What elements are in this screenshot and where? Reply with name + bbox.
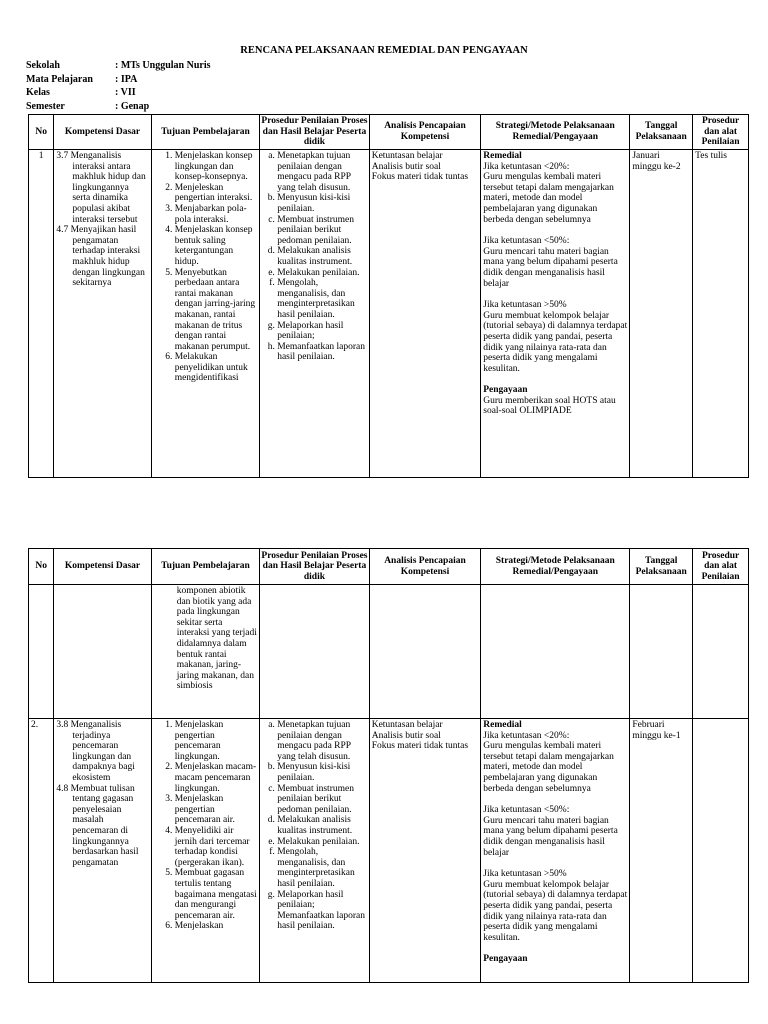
- tp-item: 4. Menjelaskan konsep bentuk saling ketergantungan hidup.: [175, 225, 258, 267]
- header-tujuan-pembelajaran: Tujuan Pembelajaran: [151, 115, 260, 150]
- pp-item: f. Mengolah, menganalisis, dan menginterpretasikan hasil penilaian.: [277, 847, 367, 889]
- pp-item: e. Melakukan penilaian.: [277, 837, 367, 848]
- ap-item: Analisis butir soal: [371, 730, 441, 741]
- tujuan-cell: [151, 150, 260, 478]
- document-title: RENCANA PELAKSANAAN REMEDIAL DAN PENGAYAAN: [240, 45, 528, 56]
- pp-item: c. Membuat instrumen penilaian berikut pedoman penilaian.: [277, 784, 367, 816]
- strategy-condition: Jika ketuntasan >50%: [483, 300, 567, 311]
- analisis-cell: [369, 719, 481, 983]
- strategy-text: Guru mencari tahu materi bagian mana yang belum dipahami peserta didik dengan menganalisis hasil belajar: [483, 246, 618, 289]
- kd-item: 4.8 Membuat tulisan tentang gagasan penyelesaian masalah pencemaran di lingkungannya berdasarkan hasil pengamatan: [56, 783, 139, 868]
- header-tujuan-pembelajaran: Tujuan Pembelajaran: [151, 549, 260, 585]
- prosedur-alat-cell: Tes tulis: [693, 150, 749, 478]
- pp-item: a. Menetapkan tujuan penilaian dengan mengacu pada RPP yang telah disusun.: [277, 720, 367, 762]
- header-prosedur-alat: Prosedur dan alat Penilaian: [693, 549, 749, 585]
- table-header-row: [29, 549, 749, 585]
- pp-item: d. Melakukan analisis kualitas instrument.: [277, 246, 367, 267]
- ap-item: Fokus materi tidak tuntas: [371, 172, 469, 183]
- prosedur-cell: [260, 150, 370, 478]
- prosedur-cell: [260, 719, 370, 983]
- meta-value: : MTs Unggulan Nuris: [115, 60, 211, 71]
- table-row: [29, 719, 749, 983]
- header-strategi-metode: Strategi/Metode Pelaksanaan Remedial/Pengayaan: [481, 549, 630, 585]
- header-no: No: [29, 115, 54, 150]
- header-kompetensi-dasar: Kompetensi Dasar: [54, 115, 151, 150]
- meta-label: Kelas: [26, 87, 50, 98]
- kompetensi-dasar-cell: [54, 150, 151, 478]
- table-row: [29, 585, 749, 719]
- meta-label: Semester: [26, 100, 65, 112]
- strategy-condition: Jika ketuntasan <50%:: [483, 805, 570, 816]
- tp-item: 2. Menjeleskan pengertian interaksi.: [175, 183, 258, 204]
- tanggal-cell: Januari minggu ke-2: [630, 150, 693, 478]
- header-kompetensi-dasar: Kompetensi Dasar: [54, 549, 151, 585]
- pengayaan-heading: Pengayaan: [483, 385, 528, 396]
- kd-item: 3.8 Menganalisis terjadinya pencemaran lingkungan dan dampaknya bagi ekosistem: [56, 720, 135, 783]
- strategi-cell: [481, 719, 630, 983]
- strategy-text: Guru mengulas kembali materi tersebut tetapi dalam mengajarkan materi, metode dan model pembelajaran yang digunakan berbeda dengan sebelumnya: [483, 172, 614, 225]
- ap-item: Ketuntasan belajar: [371, 151, 443, 161]
- header-strategi-metode: Strategi/Metode Pelaksanaan Remedial/Pengayaan: [481, 115, 630, 150]
- tp-item: 6. Melakukan penyelidikan untuk mengidentifikasi: [175, 352, 258, 384]
- tp-item: 3. Menjabarkan pola-pola interaksi.: [175, 204, 258, 225]
- tp-item: 3. Menjelaskan pengertian pencemaran air.: [175, 794, 258, 826]
- pp-item: h. Memanfaatkan laporan hasil penilaian.: [277, 342, 367, 363]
- pp-item: b. Menyusun kisi-kisi penilaian.: [277, 193, 367, 214]
- tp-item: 1. Menjelaskan pengertian pencemaran lingkungan.: [175, 720, 258, 762]
- ap-item: Fokus materi tidak tuntas: [371, 741, 469, 752]
- pp-item: b. Menyusun kisi-kisi penilaian.: [277, 762, 367, 783]
- header-prosedur-alat: Prosedur dan alat Penilaian: [693, 115, 749, 150]
- strategi-cell: [481, 150, 630, 478]
- remedial-table-page-1: [28, 114, 749, 478]
- pengayaan-heading: Pengayaan: [483, 954, 528, 965]
- tujuan-cell: [151, 719, 260, 983]
- strategy-text: Guru mengulas kembali materi tersebut tetapi dalam mengajarkan materi, metode dan model pembelajaran yang digunakan berbeda dengan sebelumnya: [483, 741, 614, 794]
- kd-item: 3.7 Menganalisis interaksi antara makhluk hidup dan lingkungannya serta dinamika populasi akibat interaksi tersebut: [56, 151, 146, 225]
- meta-label: Sekolah: [26, 60, 60, 71]
- kompetensi-dasar-cell: [54, 719, 151, 983]
- strategy-condition: Jika ketuntasan >50%: [483, 869, 567, 880]
- meta-label: Mata Pelajaran: [26, 73, 93, 85]
- prosedur-alat-cell: [693, 719, 749, 983]
- strategy-condition: Jika ketuntasan <20%:: [483, 730, 570, 741]
- tp-item: 2. Menjelaskan macam-macam pencemaran lingkungan.: [175, 762, 258, 794]
- table-header-row: [29, 115, 749, 150]
- strategy-text: Guru membuat kelompok belajar (tutorial sebaya) di dalamnya terdapat peserta didik yang pandai, peserta didik yang nilainya rata-rata dan peserta didik yang mengalami kesulitan.: [483, 879, 628, 943]
- pp-item: e. Melakukan penilaian.: [277, 268, 367, 279]
- header-prosedur-penilaian: Prosedur Penilaian Proses dan Hasil Belajar Peserta didik: [260, 549, 370, 585]
- meta-value: : IPA: [115, 73, 138, 85]
- pp-item: f. Mengolah, menganalisis, dan menginterpretasikan hasil penilaian.: [277, 278, 367, 320]
- ap-item: Analisis butir soal: [371, 161, 441, 172]
- analisis-cell: [369, 150, 481, 478]
- remedial-heading: Remedial: [483, 151, 522, 161]
- table-row: [29, 150, 749, 478]
- kd-item: 4.7 Menyajikan hasil pengamatan terhadap interaksi makhluk hidup dengan lingkungan sekitarnya: [56, 225, 145, 289]
- pp-item: c. Membuat instrumen penilaian berikut pedoman penilaian.: [277, 215, 367, 247]
- pp-item: g. Melaporkan hasil penilaian; Memanfaatkan laporan hasil penilaian.: [277, 890, 367, 932]
- header-no: No: [29, 549, 54, 585]
- header-tanggal: Tanggal Pelaksanaan: [630, 115, 693, 150]
- tp-item: 4. Menyelidiki air jernih dari tercemar terhadap kondisi (pergerakan ikan).: [175, 826, 258, 868]
- strategy-condition: Jika ketuntasan <20%:: [483, 161, 570, 172]
- tp-item: 6. Menjelaskan: [175, 921, 258, 932]
- tp-item: 5. Membuat gagasan tertulis tentang bagaimana mengatasi dan mengurangi pencemaran air.: [175, 868, 258, 921]
- header-prosedur-penilaian: Prosedur Penilaian Proses dan Hasil Belajar Peserta didik: [260, 115, 370, 150]
- tp-item: 5. Menyebutkan perbedaan antara rantai makanan dengan jarring-jaring makanan, rantai makanan de tritus dengan rantai makanan perumput.: [175, 268, 258, 353]
- pp-item: a. Menetapkan tujuan penilaian dengan mengacu pada RPP yang telah disusun.: [277, 151, 367, 193]
- tp-item: 1. Menjelaskan konsep lingkungan dan konsep-konsepnya.: [175, 151, 258, 183]
- pp-item: d. Melakukan analisis kualitas instrument.: [277, 815, 367, 836]
- meta-value: : Genap: [115, 100, 150, 112]
- strategy-text: Guru memberikan soal HOTS atau soal-soal OLIMPIADE: [483, 395, 616, 417]
- header-tanggal: Tanggal Pelaksanaan: [630, 549, 693, 585]
- strategy-text: Guru membuat kelompok belajar (tutorial sebaya) di dalamnya terdapat peserta didik yang pandai, peserta didik yang nilainya rata-rata dan peserta didik yang mengalami kesulitan.: [483, 310, 628, 374]
- remedial-table-page-2: [28, 548, 749, 983]
- remedial-heading: Remedial: [483, 720, 522, 730]
- tanggal-cell: Februari minggu ke-1: [630, 719, 693, 983]
- row-number: 1: [29, 150, 54, 478]
- strategy-text: Guru mencari tahu materi bagian mana yang belum dipahami peserta didik dengan menganalisis hasil belajar: [483, 815, 618, 858]
- document-meta: [24, 58, 213, 114]
- row-number: 2.: [29, 719, 54, 983]
- ap-item: Ketuntasan belajar: [371, 720, 443, 730]
- tujuan-cell-continued: komponen abiotik dan biotik yang ada pada lingkungan sekitar serta interaksi yang terjadi didalamnya dalam bentuk rantai makanan, jaring-jaring makanan, dan simbiosis: [151, 585, 260, 719]
- pp-item: g. Melaporkan hasil penilaian;: [277, 321, 367, 342]
- header-analisis-pencapaian: Analisis Pencapaian Kompetensi: [369, 115, 481, 150]
- header-analisis-pencapaian: Analisis Pencapaian Kompetensi: [369, 549, 481, 585]
- strategy-condition: Jika ketuntasan <50%:: [483, 236, 570, 247]
- meta-value: : VII: [115, 87, 136, 98]
